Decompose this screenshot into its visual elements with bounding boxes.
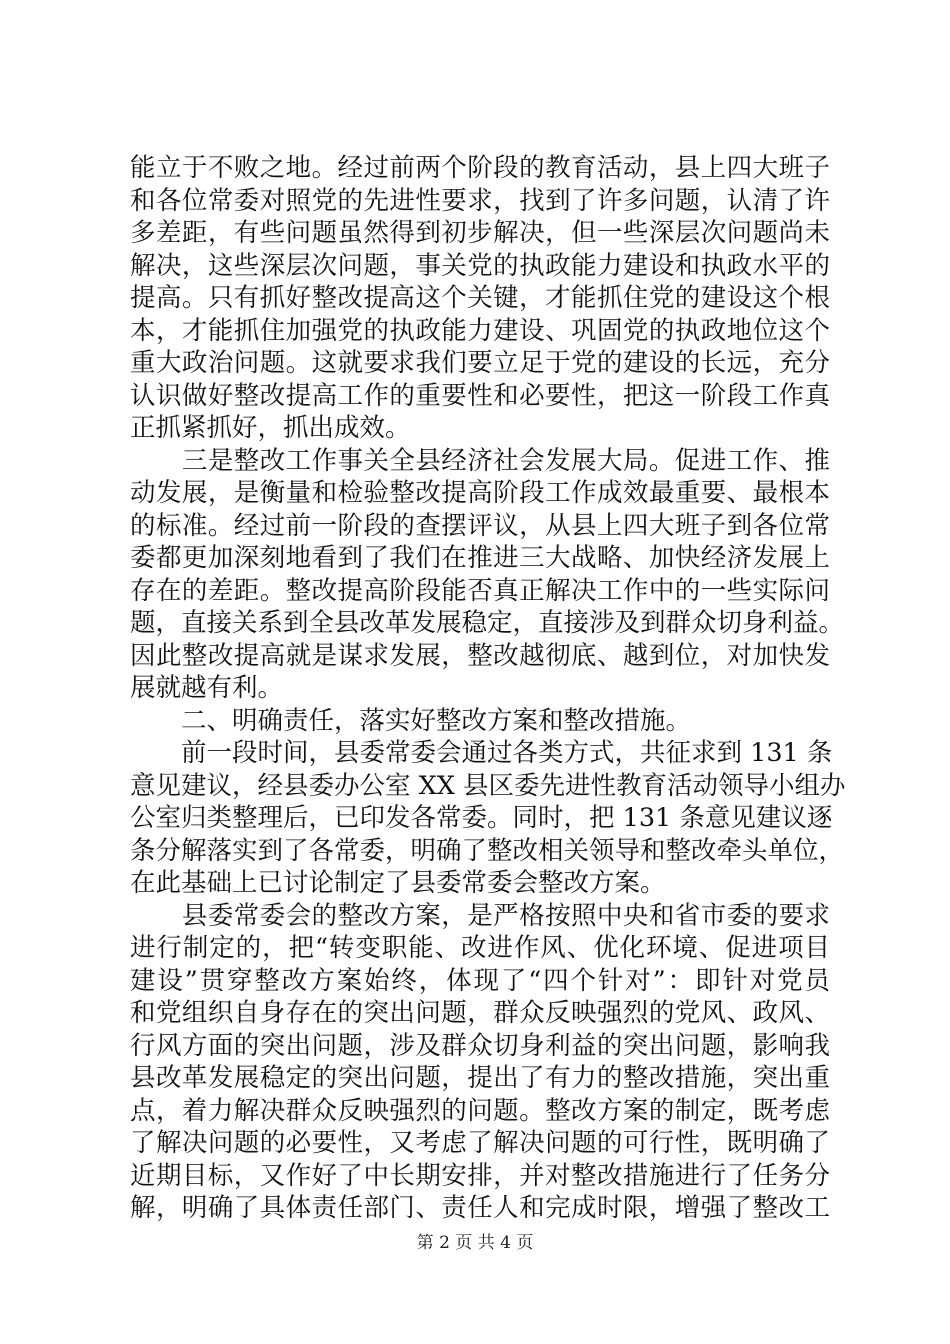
text-line: 本，才能抓住加强党的执政能力建设、巩固党的执政地位这个 bbox=[130, 315, 830, 346]
text-line: 和党组织自身存在的突出问题，群众反映强烈的党风、政风、 bbox=[130, 998, 830, 1028]
text-line: 和各位常委对照党的先进性要求，找到了许多问题，认清了许 bbox=[130, 185, 830, 216]
text-line: 能立于不败之地。经过前两个阶段的教育活动，县上四大班子 bbox=[130, 153, 830, 183]
text-line: 建设”贯穿整改方案始终，体现了“四个针对”：即针对党员 bbox=[130, 965, 830, 996]
text-line: 行风方面的突出问题，涉及群众切身利益的突出问题，影响我 bbox=[130, 1030, 830, 1061]
text-line: 县委常委会的整改方案，是严格按照中央和省市委的要求 bbox=[130, 900, 830, 931]
text-line: 题，直接关系到全县改革发展稳定，直接涉及到群众切身利益。 bbox=[130, 608, 845, 638]
text-line: 前一段时间，县委常委会通过各类方式，共征求到 131 条 bbox=[130, 738, 833, 768]
text-line: 公室归类整理后，已印发各常委。同时，把 131 条意见建议逐 bbox=[130, 803, 833, 833]
text-line: 委都更加深刻地看到了我们在推进三大战略、加快经济发展上 bbox=[130, 543, 830, 573]
text-line: 认识做好整改提高工作的重要性和必要性，把这一阶段工作真 bbox=[130, 380, 830, 411]
text-line: 条分解落实到了各常委，明确了整改相关领导和整改牵头单位， bbox=[130, 835, 845, 866]
text-line: 解决，这些深层次问题，事关党的执政能力建设和执政水平的 bbox=[130, 250, 830, 281]
body-text bbox=[130, 152, 846, 1225]
text-line: 解，明确了具体责任部门、责任人和完成时限，增强了整改工 bbox=[130, 1193, 830, 1223]
text-line: 重大政治问题。这就要求我们要立足于党的建设的长远，充分 bbox=[130, 348, 830, 378]
text-line: 三是整改工作事关全县经济社会发展大局。促进工作、推 bbox=[130, 445, 830, 476]
text-line: 多差距，有些问题虽然得到初步解决，但一些深层次问题尚未 bbox=[130, 218, 830, 248]
page-footer: 第 2 页 共 4 页 bbox=[416, 1233, 534, 1253]
text-line: 了解决问题的必要性，又考虑了解决问题的可行性，既明确了 bbox=[130, 1128, 830, 1158]
text-line: 展就越有利。 bbox=[130, 673, 284, 703]
text-line: 因此整改提高就是谋求发展，整改越彻底、越到位，对加快发 bbox=[130, 640, 830, 671]
text-line: 存在的差距。整改提高阶段能否真正解决工作中的一些实际问 bbox=[130, 575, 830, 606]
text-line: 二、明确责任，落实好整改方案和整改措施。 bbox=[130, 705, 692, 736]
text-line: 进行制定的，把“转变职能、改进作风、优化环境、促进项目 bbox=[130, 933, 830, 963]
text-line: 的标准。经过前一阶段的查摆评议，从县上四大班子到各位常 bbox=[130, 510, 830, 541]
text-line: 动发展，是衡量和检验整改提高阶段工作成效最重要、最根本 bbox=[130, 478, 830, 508]
text-line: 正抓紧抓好，抓出成效。 bbox=[130, 413, 411, 443]
text-line: 提高。只有抓好整改提高这个关键，才能抓住党的建设这个根 bbox=[130, 283, 830, 313]
text-line: 县改革发展稳定的突出问题，提出了有力的整改措施，突出重 bbox=[130, 1063, 830, 1093]
text-line: 在此基础上已讨论制定了县委常委会整改方案。 bbox=[130, 868, 666, 898]
text-line: 意见建议，经县委办公室 XX 县区委先进性教育活动领导小组办 bbox=[130, 770, 846, 801]
text-line: 近期目标，又作好了中长期安排，并对整改措施进行了任务分 bbox=[130, 1160, 830, 1191]
text-line: 点，着力解决群众反映强烈的问题。整改方案的制定，既考虑 bbox=[130, 1095, 830, 1126]
